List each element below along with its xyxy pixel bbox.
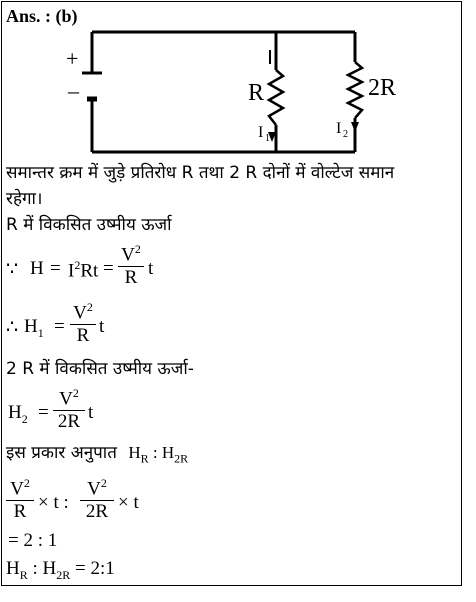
eq3-h2: $H_2$ (8, 402, 28, 426)
current-1-sub: 1 (265, 133, 270, 144)
ratio-times-t-end: × t (118, 492, 139, 513)
eq2-t: t (99, 316, 105, 337)
circuit-diagram (0, 0, 476, 160)
resistor-r-label: R (248, 80, 265, 106)
eq1-equals: = (50, 258, 61, 279)
current-arrow-2 (351, 122, 359, 132)
eq2-equals: = (54, 316, 65, 337)
eq3-equals: = (38, 402, 49, 423)
eq2-fraction: $V^2$ R (70, 296, 96, 347)
ratio-heading: इस प्रकार अनुपात $H_R$ : $H_{2R}$ (6, 443, 189, 466)
statement-line-1: समान्तर क्रम में जुड़े प्रतिरोध R तथा 2 R दोनों में वोल्टेज समान (6, 163, 395, 183)
statement-line-2: रहेगा। (6, 189, 43, 209)
heat-in-r-heading: R में विकसित उष्मीय ऊर्जा (6, 215, 172, 235)
final-ratio: $H_R$ : $H_{2R}$ = 2:1 (6, 558, 115, 582)
eq3-fraction: $V^2$ 2R (53, 382, 85, 433)
eq1-equals-2: = (103, 258, 114, 279)
because-symbol: ∵ (6, 259, 19, 280)
heat-in-2r-heading: 2 R में विकसित उष्मीय ऊर्जा- (6, 359, 194, 379)
ratio-times-t: × t : (38, 492, 69, 513)
ratio-result: = 2 : 1 (8, 530, 58, 551)
current-1-label: I (258, 124, 264, 141)
ratio-fraction-2: $V^2$ 2R (80, 472, 114, 523)
eq3-t: t (88, 402, 94, 423)
eq2-h1: $H_1$ (24, 316, 44, 340)
resistor-2r-label: 2R (368, 75, 397, 101)
eq1-t: t (148, 258, 154, 279)
resistor-2r (348, 62, 362, 118)
current-2-sub: 2 (343, 129, 348, 140)
battery-plus-label: + (66, 46, 79, 71)
battery-minus-label: – (68, 78, 79, 103)
therefore-symbol: ∴ (6, 317, 19, 338)
current-2-label: I (336, 120, 342, 137)
eq1-h: H (30, 258, 44, 279)
ratio-fraction-1: $V^2$ R (6, 472, 34, 523)
resistor-r (269, 70, 283, 125)
answer-label: Ans. : (b) (6, 6, 78, 26)
eq1-fraction: $V^2$ R (118, 238, 144, 289)
eq1-i2rt: $I^2Rt$ (68, 258, 99, 282)
